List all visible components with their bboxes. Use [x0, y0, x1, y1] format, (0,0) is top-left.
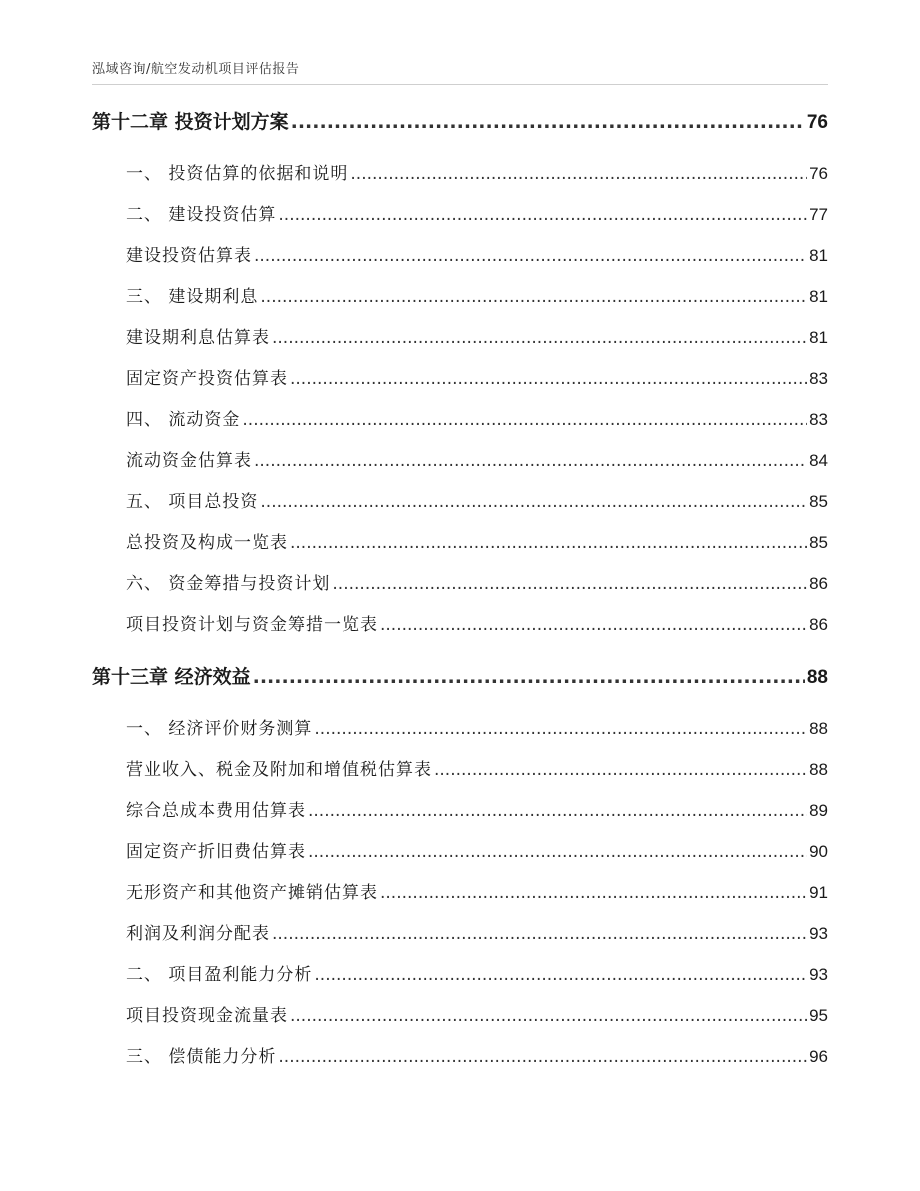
- toc-page-number: 83: [809, 369, 828, 388]
- toc-dot-leader: [254, 448, 807, 474]
- toc-dot-leader: [242, 407, 807, 433]
- toc-entry-title: 营业收入、税金及附加和增值税估算表: [126, 760, 432, 780]
- toc-entry-title: 建设投资估算表: [126, 246, 252, 266]
- toc-section-entry[interactable]: [126, 612, 828, 638]
- toc-section-entry[interactable]: [126, 161, 828, 187]
- toc-dot-leader: [350, 161, 807, 187]
- toc-dot-leader: [332, 571, 807, 597]
- toc-page-number: 86: [809, 574, 828, 593]
- toc-dot-leader: [290, 366, 807, 392]
- toc-page-number: 83: [809, 410, 828, 429]
- toc-section-entry[interactable]: [126, 407, 828, 433]
- toc-entry-title: 利润及利润分配表: [126, 924, 270, 944]
- toc-entry-title: 六、 资金筹措与投资计划: [126, 574, 331, 594]
- toc-page-number: 81: [809, 328, 828, 347]
- toc-dot-leader: [253, 662, 805, 692]
- toc-dot-leader: [290, 1003, 807, 1029]
- toc-section-entry[interactable]: [126, 839, 828, 865]
- toc-page-number: 86: [809, 615, 828, 634]
- toc-page-number: 76: [809, 164, 828, 183]
- toc-page-number: 85: [809, 492, 828, 511]
- toc-entry-title: 一、 经济评价财务测算: [126, 719, 313, 739]
- toc-entry-title: 综合总成本费用估算表: [126, 801, 306, 821]
- toc-entry-title: 固定资产投资估算表: [126, 369, 288, 389]
- toc-section-entry[interactable]: [126, 880, 828, 906]
- toc-section-entry[interactable]: [126, 1044, 828, 1070]
- toc-section-entry[interactable]: [126, 921, 828, 947]
- toc-dot-leader: [291, 107, 805, 137]
- toc-dot-leader: [272, 921, 807, 947]
- toc-section-entry[interactable]: [126, 325, 828, 351]
- toc-entry-title: 建设期利息估算表: [126, 328, 270, 348]
- toc-entry-title: 三、 建设期利息: [126, 287, 259, 307]
- toc-section-entry[interactable]: [126, 530, 828, 556]
- toc-page-number: 88: [809, 719, 828, 738]
- toc-entry-title: 二、 项目盈利能力分析: [126, 965, 313, 985]
- toc-page-number: 93: [809, 965, 828, 984]
- toc-section-entry[interactable]: [126, 757, 828, 783]
- toc-dot-leader: [314, 716, 807, 742]
- toc-page-number: 84: [809, 451, 828, 470]
- toc-dot-leader: [272, 325, 807, 351]
- toc-page-number: 76: [806, 112, 828, 133]
- toc-page-number: 89: [809, 801, 828, 820]
- toc-section-entry[interactable]: [126, 962, 828, 988]
- toc-section-entry[interactable]: [126, 284, 828, 310]
- toc-entry-title: 五、 项目总投资: [126, 492, 259, 512]
- toc-section-entry[interactable]: [126, 571, 828, 597]
- toc-dot-leader: [308, 839, 807, 865]
- toc-page-number: 91: [809, 883, 828, 902]
- toc-section-entry[interactable]: [126, 716, 828, 742]
- toc-section-entry[interactable]: [126, 1003, 828, 1029]
- toc-page-number: 81: [809, 246, 828, 265]
- toc-page-number: 88: [806, 667, 828, 688]
- toc-section-entry[interactable]: [126, 243, 828, 269]
- toc-entry-title: 一、 投资估算的依据和说明: [126, 164, 349, 184]
- toc-dot-leader: [278, 1044, 807, 1070]
- toc-dot-leader: [290, 530, 807, 556]
- toc-entry-title: 第十二章 投资计划方案: [92, 111, 289, 133]
- toc-entry-title: 四、 流动资金: [126, 410, 241, 430]
- toc-page-number: 88: [809, 760, 828, 779]
- toc-section-entry[interactable]: [126, 448, 828, 474]
- toc-dot-leader: [380, 880, 807, 906]
- toc-section-entry[interactable]: [126, 489, 828, 515]
- toc-dot-leader: [260, 284, 807, 310]
- toc-entry-title: 三、 偿债能力分析: [126, 1047, 277, 1067]
- toc-dot-leader: [434, 757, 807, 783]
- toc-entry-title: 总投资及构成一览表: [126, 533, 288, 553]
- toc-page-number: 85: [809, 533, 828, 552]
- toc-dot-leader: [380, 612, 807, 638]
- toc-chapter-entry[interactable]: [92, 107, 828, 137]
- toc-page-number: 96: [809, 1047, 828, 1066]
- toc-chapter-entry[interactable]: [92, 662, 828, 692]
- toc-page-number: 95: [809, 1006, 828, 1025]
- toc-entry-title: 第十三章 经济效益: [92, 666, 251, 688]
- toc-dot-leader: [308, 798, 807, 824]
- toc-entry-title: 项目投资现金流量表: [126, 1006, 288, 1026]
- running-header: 泓域咨询/航空发动机项目评估报告: [92, 62, 300, 77]
- toc-dot-leader: [314, 962, 807, 988]
- toc-section-entry[interactable]: [126, 798, 828, 824]
- toc-section-entry[interactable]: [126, 202, 828, 228]
- toc-section-entry[interactable]: [126, 366, 828, 392]
- toc-dot-leader: [278, 202, 807, 228]
- toc-entry-title: 无形资产和其他资产摊销估算表: [126, 883, 378, 903]
- toc-page-number: 90: [809, 842, 828, 861]
- toc-dot-leader: [254, 243, 807, 269]
- toc-entry-title: 流动资金估算表: [126, 451, 252, 471]
- toc-entry-title: 固定资产折旧费估算表: [126, 842, 306, 862]
- toc-page-number: 81: [809, 287, 828, 306]
- toc-dot-leader: [260, 489, 807, 515]
- toc-page-number: 77: [809, 205, 828, 224]
- toc-entry-title: 二、 建设投资估算: [126, 205, 277, 225]
- toc-page-number: 93: [809, 924, 828, 943]
- toc-entry-title: 项目投资计划与资金筹措一览表: [126, 615, 378, 635]
